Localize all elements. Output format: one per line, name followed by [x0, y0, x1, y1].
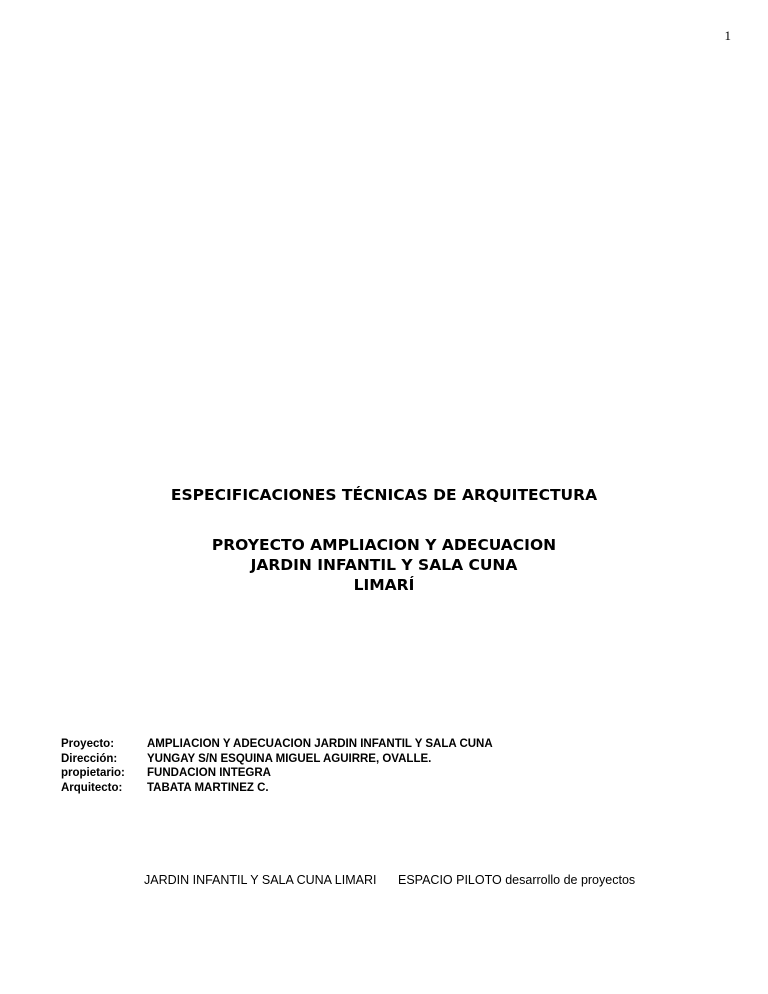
- info-row-proyecto: [61, 737, 493, 752]
- footer-right-text: ESPACIO PILOTO desarrollo de proyectos: [398, 873, 636, 887]
- info-value: AMPLIACION Y ADECUACION JARDIN INFANTIL Y SALA CUNA: [147, 738, 493, 750]
- info-row-direccion: [61, 752, 493, 767]
- info-label: propietario:: [61, 767, 125, 779]
- page-number: 1: [724, 28, 731, 43]
- footer-left-text: JARDIN INFANTIL Y SALA CUNA LIMARI: [144, 873, 377, 887]
- project-title: [0, 535, 768, 595]
- info-label: Dirección:: [61, 752, 118, 765]
- info-label: Arquitecto:: [61, 781, 123, 794]
- project-title-line-1: PROYECTO AMPLIACION Y ADECUACION: [211, 536, 557, 554]
- info-label: Proyecto:: [61, 738, 115, 750]
- project-title-line-3: LIMARÍ: [353, 576, 415, 594]
- info-row-arquitecto: [61, 781, 493, 796]
- main-title: ESPECIFICACIONES TÉCNICAS DE ARQUITECTURA: [170, 486, 598, 504]
- info-value: TABATA MARTINEZ C.: [147, 781, 269, 794]
- info-value: FUNDACION INTEGRA: [147, 767, 271, 779]
- project-title-line-2: JARDIN INFANTIL Y SALA CUNA: [250, 556, 518, 574]
- info-row-propietario: [61, 766, 493, 781]
- project-info-table: [61, 737, 493, 795]
- info-value: YUNGAY S/N ESQUINA MIGUEL AGUIRRE, OVALLE.: [147, 752, 432, 765]
